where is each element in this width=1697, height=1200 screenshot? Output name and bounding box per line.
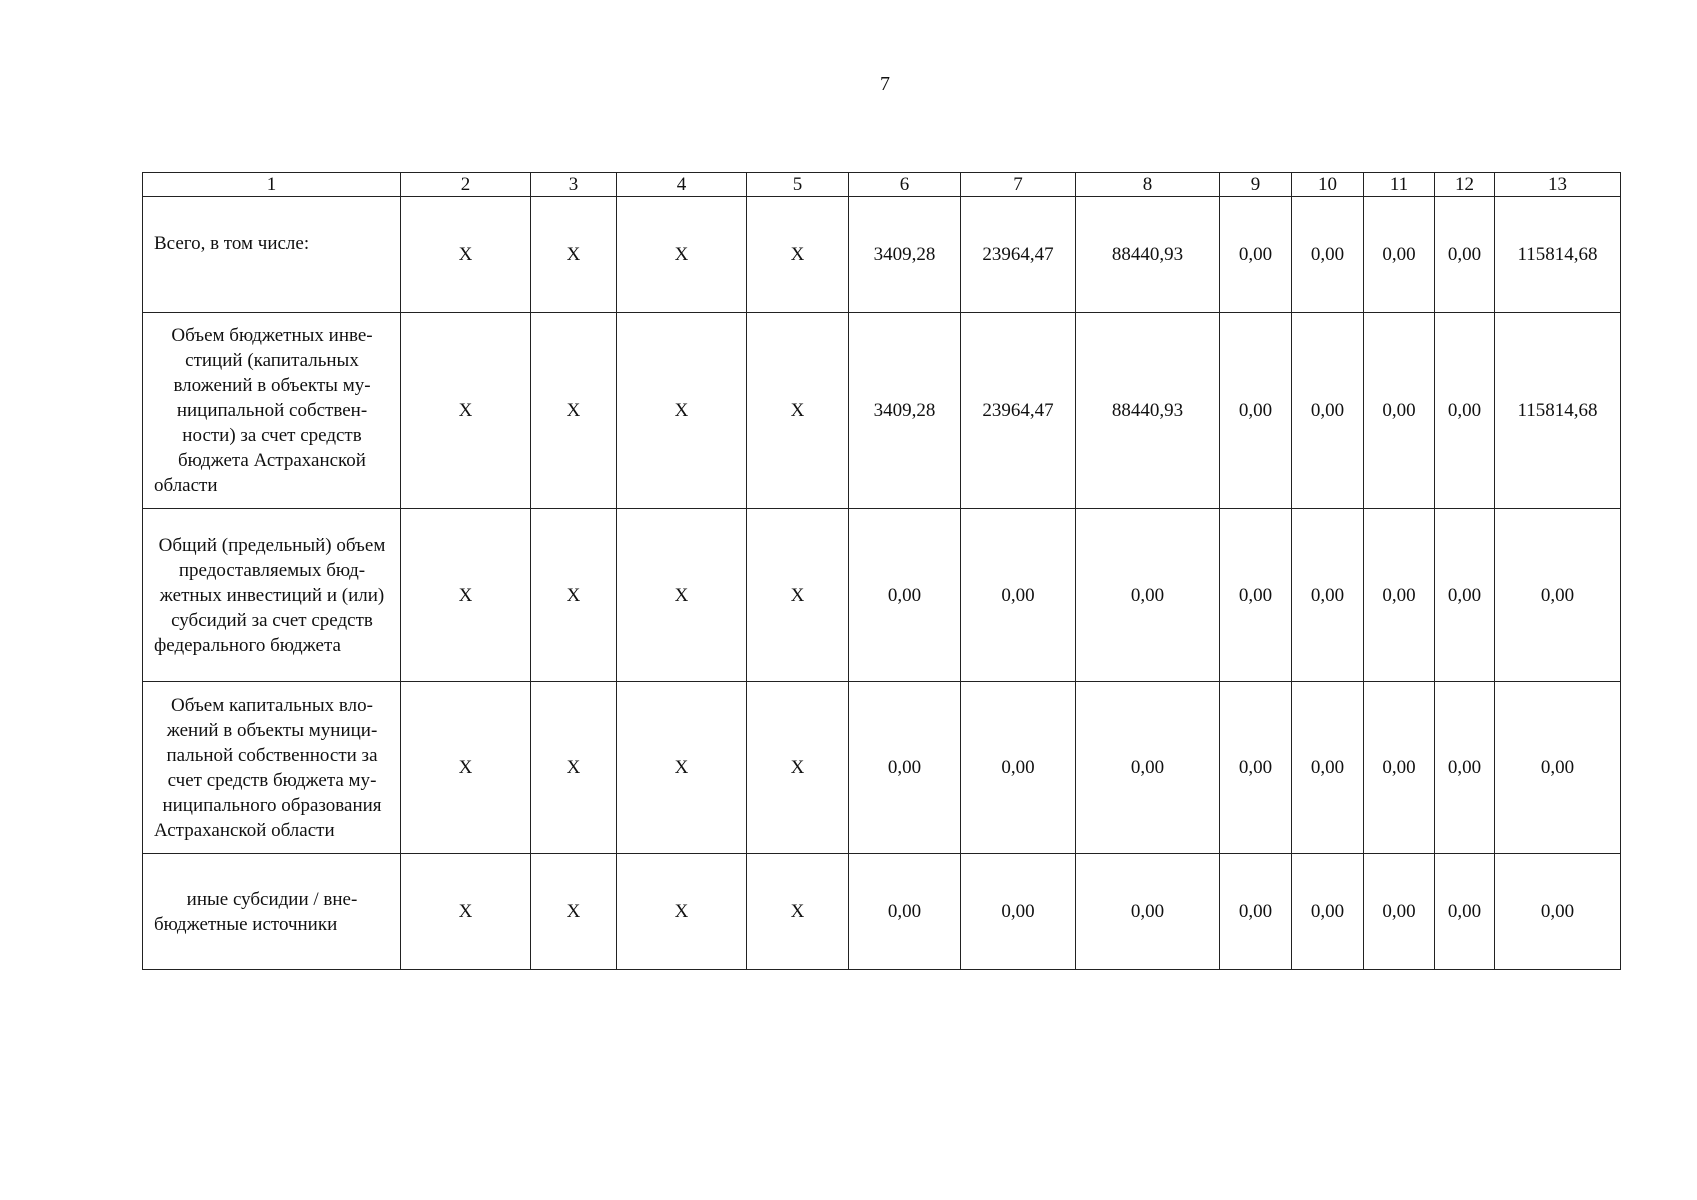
header-cell: 13 — [1495, 173, 1621, 197]
table-cell: 0,00 — [1220, 682, 1292, 854]
table-cell: 3409,28 — [849, 313, 961, 509]
header-cell: 5 — [747, 173, 849, 197]
row-label — [143, 509, 401, 682]
table-cell: X — [747, 682, 849, 854]
table-cell: X — [617, 682, 747, 854]
table-cell: 0,00 — [1220, 197, 1292, 313]
header-cell: 10 — [1292, 173, 1364, 197]
table-cell: 0,00 — [1292, 682, 1364, 854]
header-row — [143, 173, 1621, 197]
table-cell: 0,00 — [1076, 509, 1220, 682]
table-cell: 0,00 — [1076, 854, 1220, 970]
header-cell: 3 — [531, 173, 617, 197]
table-cell: 0,00 — [961, 509, 1076, 682]
header-cell: 4 — [617, 173, 747, 197]
table-row — [143, 197, 1621, 313]
table-cell: 0,00 — [1220, 313, 1292, 509]
table-cell: X — [531, 854, 617, 970]
row-label — [143, 682, 401, 854]
table-cell: 0,00 — [1292, 509, 1364, 682]
table-cell: 0,00 — [1364, 313, 1435, 509]
table-row — [143, 313, 1621, 509]
table-cell: X — [747, 197, 849, 313]
table-cell: 0,00 — [1364, 509, 1435, 682]
table-cell: X — [747, 854, 849, 970]
header-cell: 7 — [961, 173, 1076, 197]
table-cell: 23964,47 — [961, 197, 1076, 313]
table-cell: 0,00 — [1292, 197, 1364, 313]
table-cell: X — [401, 682, 531, 854]
table-cell: 0,00 — [1292, 854, 1364, 970]
table-cell: 88440,93 — [1076, 313, 1220, 509]
row-label-text: Всего, в том числе: — [154, 233, 310, 254]
table-cell: 0,00 — [1220, 509, 1292, 682]
table-cell: X — [617, 509, 747, 682]
table-cell: X — [531, 509, 617, 682]
table-cell: X — [617, 313, 747, 509]
table-row — [143, 854, 1621, 970]
table-cell: 0,00 — [1495, 682, 1621, 854]
header-cell: 2 — [401, 173, 531, 197]
table-cell: 0,00 — [849, 682, 961, 854]
table-cell: 3409,28 — [849, 197, 961, 313]
row-label — [143, 197, 401, 313]
header-cell: 8 — [1076, 173, 1220, 197]
row-label-text: Общий (предельный) объем предоставляемых бюджетных инвестиций и (или) субсидий за счет средств федерального бюджета — [154, 534, 386, 656]
table-cell: 0,00 — [961, 682, 1076, 854]
table-cell: X — [747, 313, 849, 509]
table-cell: 0,00 — [1364, 682, 1435, 854]
table-cell: 0,00 — [1495, 854, 1621, 970]
table-cell: 0,00 — [1220, 854, 1292, 970]
table-cell: X — [401, 854, 531, 970]
header-cell: 11 — [1364, 173, 1435, 197]
header-cell: 6 — [849, 173, 961, 197]
table-cell: 0,00 — [1495, 509, 1621, 682]
table-cell: X — [531, 682, 617, 854]
row-label-text: иные субсидии / внебюджетные источники — [154, 888, 358, 935]
table-cell: 23964,47 — [961, 313, 1076, 509]
table-cell: X — [401, 509, 531, 682]
row-label-text: Объем капитальных вложений в объекты муниципальной собственности за счет средств бюджета муниципального образования Астраханской области — [154, 694, 382, 841]
table-cell: 0,00 — [1435, 197, 1495, 313]
table-cell: 115814,68 — [1495, 313, 1621, 509]
table-cell: 0,00 — [1364, 197, 1435, 313]
table-cell: 0,00 — [1292, 313, 1364, 509]
table-cell: X — [617, 854, 747, 970]
table-cell: 0,00 — [1364, 854, 1435, 970]
table-cell: 0,00 — [849, 854, 961, 970]
row-label — [143, 854, 401, 970]
header-cell: 12 — [1435, 173, 1495, 197]
table-row — [143, 509, 1621, 682]
row-label-text: Объем бюджетных инвестиций (капитальных вложений в объекты муниципальной собственности) за счет средств бюджета Астраханской области — [154, 325, 373, 496]
header-cell: 1 — [143, 173, 401, 197]
page-number: 7 — [880, 73, 890, 95]
table-cell: 0,00 — [1435, 313, 1495, 509]
table-cell: 0,00 — [1076, 682, 1220, 854]
table-cell: 0,00 — [1435, 509, 1495, 682]
table-cell: 0,00 — [849, 509, 961, 682]
table-cell: X — [531, 313, 617, 509]
table-cell: X — [617, 197, 747, 313]
table-cell: 115814,68 — [1495, 197, 1621, 313]
budget-table — [142, 172, 1621, 970]
header-cell: 9 — [1220, 173, 1292, 197]
table-cell: 0,00 — [1435, 682, 1495, 854]
table-cell: X — [401, 197, 531, 313]
row-label — [143, 313, 401, 509]
table-cell: 0,00 — [1435, 854, 1495, 970]
table-cell: X — [747, 509, 849, 682]
table-cell: X — [401, 313, 531, 509]
table-row — [143, 682, 1621, 854]
table-cell: X — [531, 197, 617, 313]
table-cell: 88440,93 — [1076, 197, 1220, 313]
table-cell: 0,00 — [961, 854, 1076, 970]
